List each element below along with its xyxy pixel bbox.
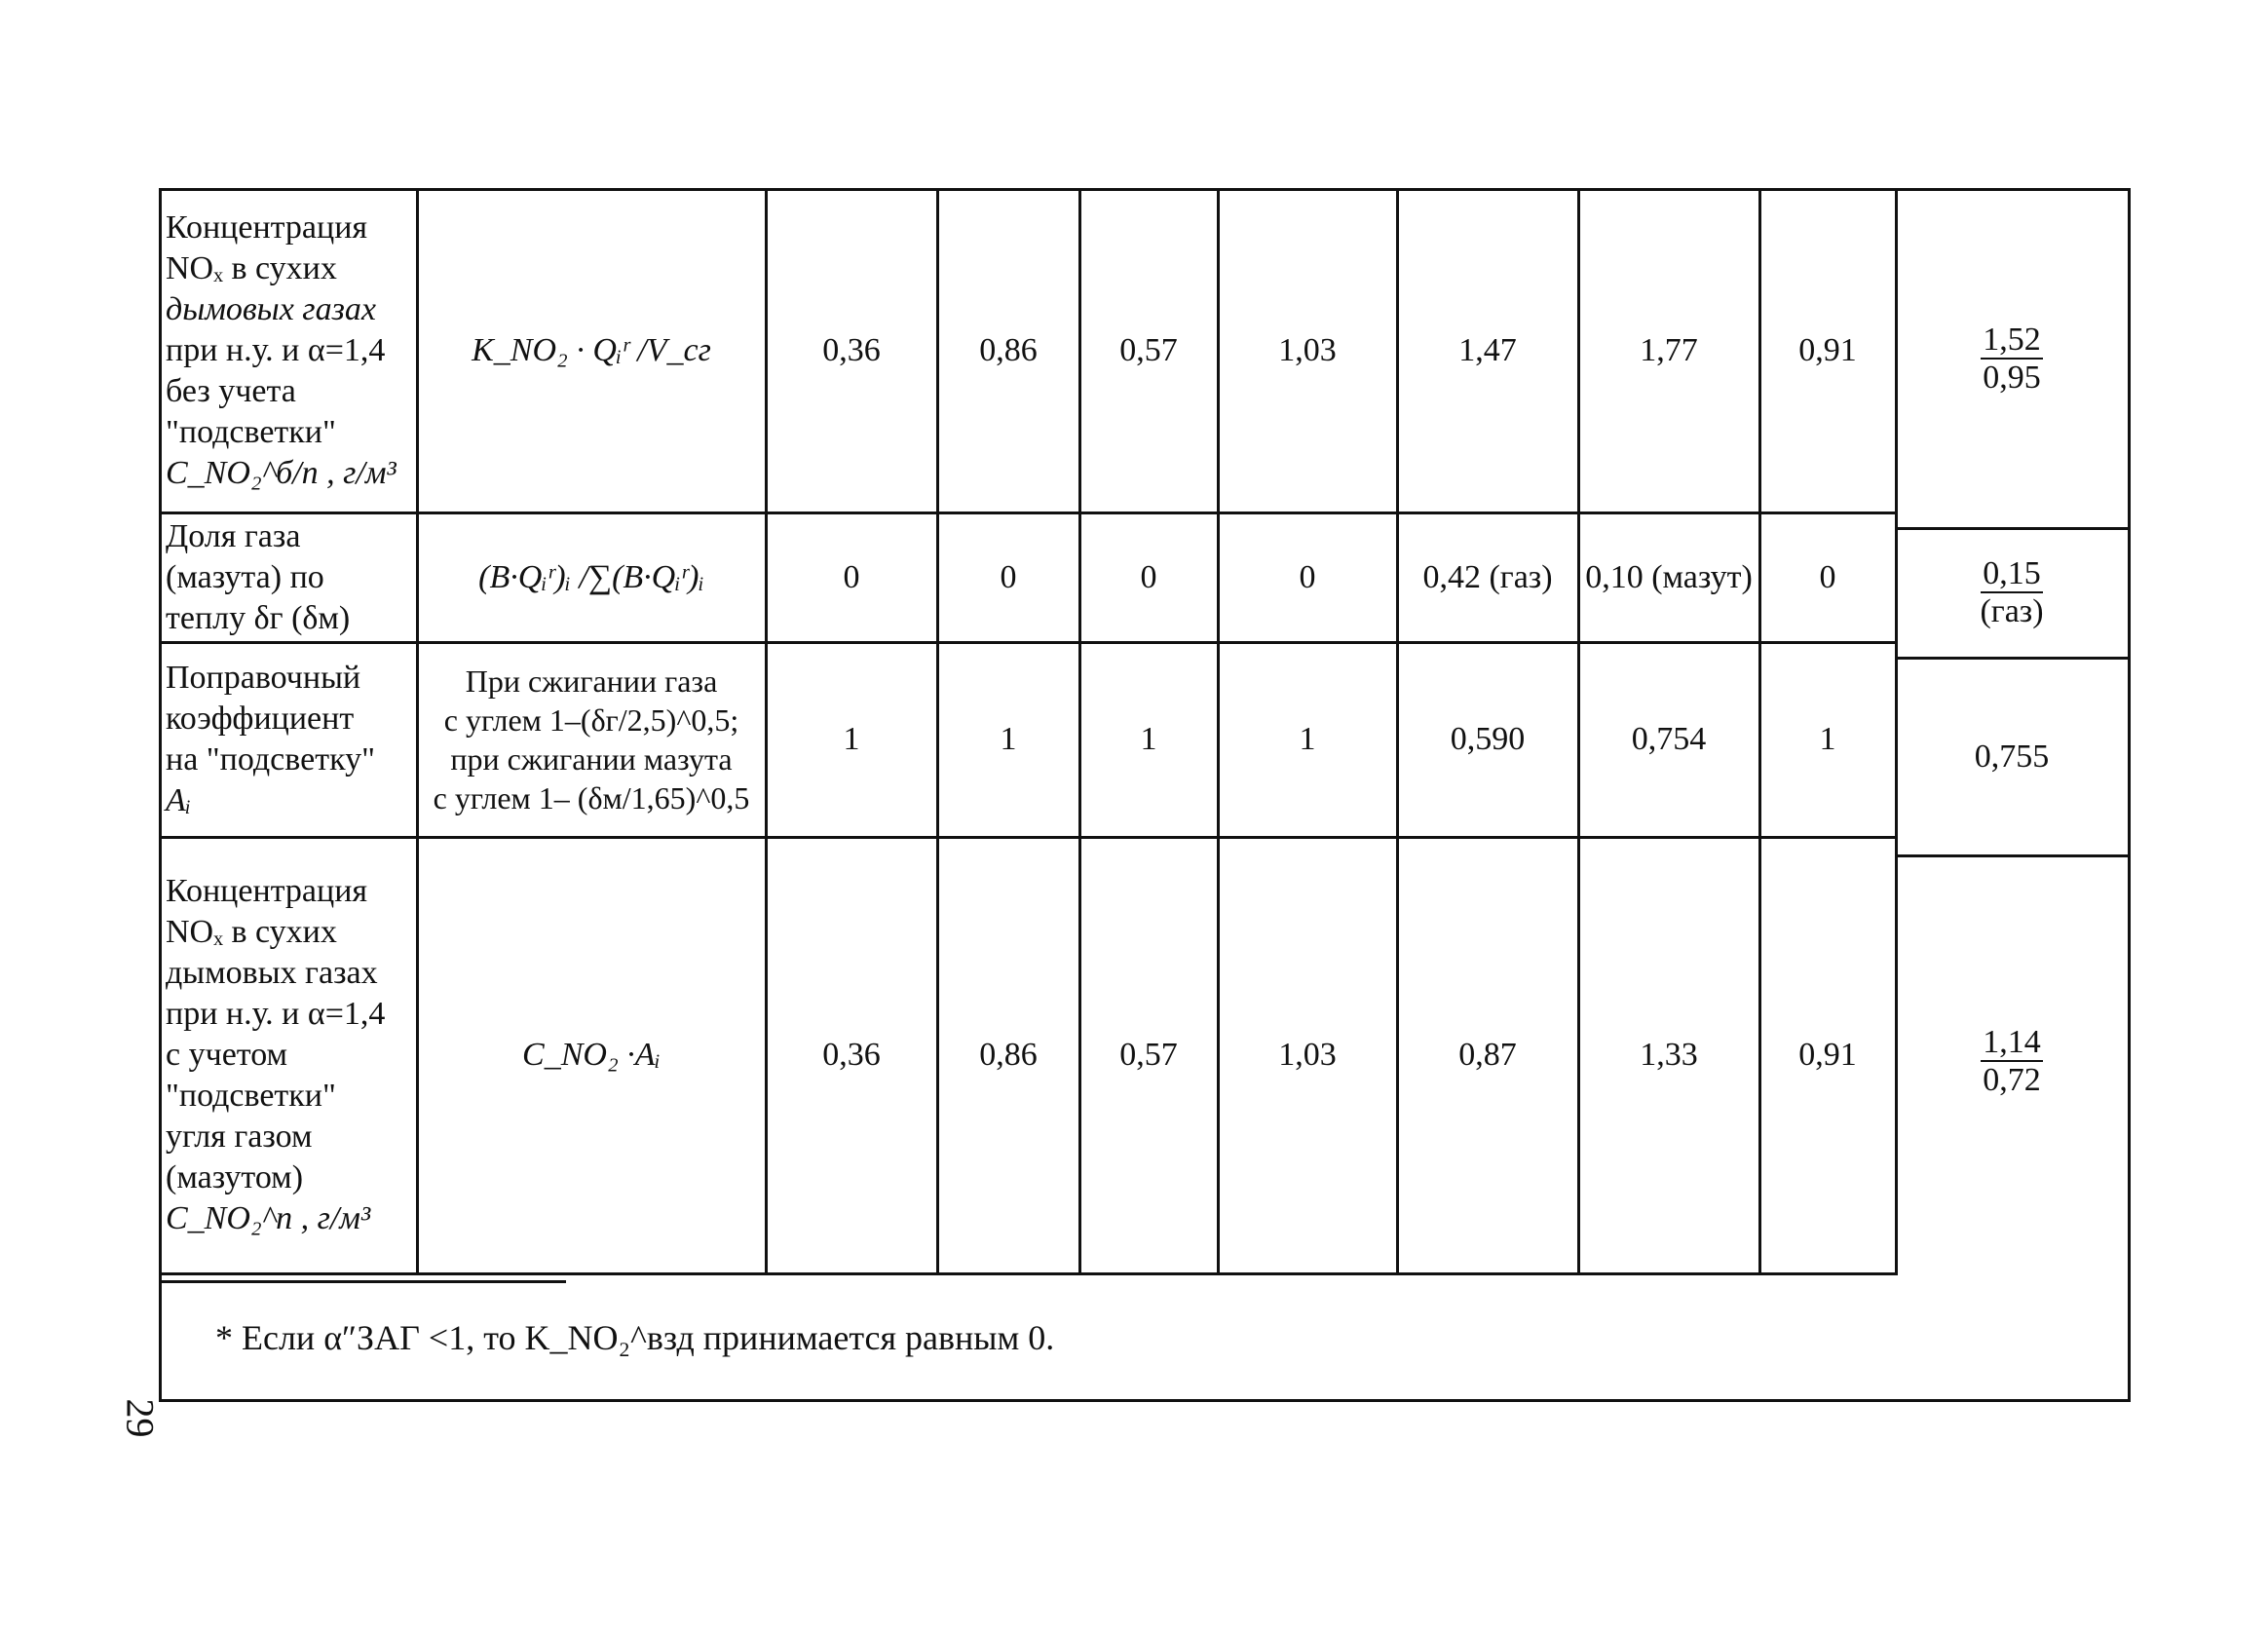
table-sheet xyxy=(159,188,2131,1402)
table-cell: 0,36 xyxy=(766,191,937,512)
table-cell: 0 xyxy=(766,512,937,642)
table-cell: 1 xyxy=(1079,642,1218,837)
row-label: Концентрация NOₓ в сухих дымовых газах при н.у. и α=1,4 с учетом "подсветки" угля газом (мазутом) C_NO₂^п , г/м³ xyxy=(162,837,417,1273)
data-table xyxy=(162,191,1898,1275)
last-cell-fraction: $\frac{1,52}{0,95}$ xyxy=(1896,191,2128,530)
table-cell: 0,42 (газ) xyxy=(1397,512,1578,642)
footnote-divider xyxy=(162,1280,566,1283)
table-cell: 1 xyxy=(937,642,1079,837)
table-cell: 0 xyxy=(1218,512,1397,642)
last-cell: 0,755 xyxy=(1896,660,2128,857)
table-cell: 0,86 xyxy=(937,191,1079,512)
row-label: Концентрация NOₓ в сухих дымовых газах при н.у. и α=1,4 без учета "подсветки" C_NO₂^б/п , г/м³ xyxy=(162,191,417,512)
table-cell: 1 xyxy=(1759,642,1896,837)
table-cell: 0,91 xyxy=(1759,191,1896,512)
table-cell: 1,33 xyxy=(1578,837,1759,1273)
table-cell: 1,77 xyxy=(1578,191,1759,512)
table-cell: 0,87 xyxy=(1397,837,1578,1273)
table-cell: 0,10 (мазут) xyxy=(1578,512,1759,642)
row-label: Поправочный коэффициент на "подсветку" Aᵢ xyxy=(162,642,417,837)
table-row xyxy=(162,191,1896,512)
row-formula: При сжигании газа с углем 1–(δг/2,5)^0,5; при сжигании мазута с углем 1– (δм/1,65)^0,5 xyxy=(417,642,766,837)
table-row xyxy=(162,512,1896,642)
table-cell: 0 xyxy=(1079,512,1218,642)
table-cell: 0,57 xyxy=(1079,837,1218,1273)
table-cell: 0,36 xyxy=(766,837,937,1273)
table-cell: 1 xyxy=(766,642,937,837)
row-formula: K_NO₂ · Qᵢʳ /V_сг xyxy=(417,191,766,512)
table-cell: 0,754 xyxy=(1578,642,1759,837)
table-cell: 1 xyxy=(1218,642,1397,837)
table-cell: 0,57 xyxy=(1079,191,1218,512)
table-cell: 0,590 xyxy=(1397,642,1578,837)
table-cell: 0 xyxy=(1759,512,1896,642)
row-formula: (B·Qᵢʳ)ᵢ /∑(B·Qᵢʳ)ᵢ xyxy=(417,512,766,642)
last-cell-fraction: $\frac{1,14}{0,72}$ xyxy=(1983,1024,2041,1098)
row-formula: C_NO₂ ·Aᵢ xyxy=(417,837,766,1273)
table-row xyxy=(162,837,1896,1273)
table-cell: 0,86 xyxy=(937,837,1079,1273)
table-cell: 0 xyxy=(937,512,1079,642)
table-cell: 1,47 xyxy=(1397,191,1578,512)
table-cell: 1,03 xyxy=(1218,837,1397,1273)
table-cell: 0,91 xyxy=(1759,837,1896,1273)
table-row xyxy=(162,642,1896,837)
table-cell: 1,03 xyxy=(1218,191,1397,512)
row-label: Доля газа (мазута) по теплу δг (δм) xyxy=(162,512,417,642)
footnote: * Если α″ЗАГ <1, то K_NO₂^взд принимается равным 0. xyxy=(215,1318,1055,1357)
last-cell-fraction: 0,15 (газ) xyxy=(1896,530,2128,660)
page-number: 29 xyxy=(118,1398,163,1438)
